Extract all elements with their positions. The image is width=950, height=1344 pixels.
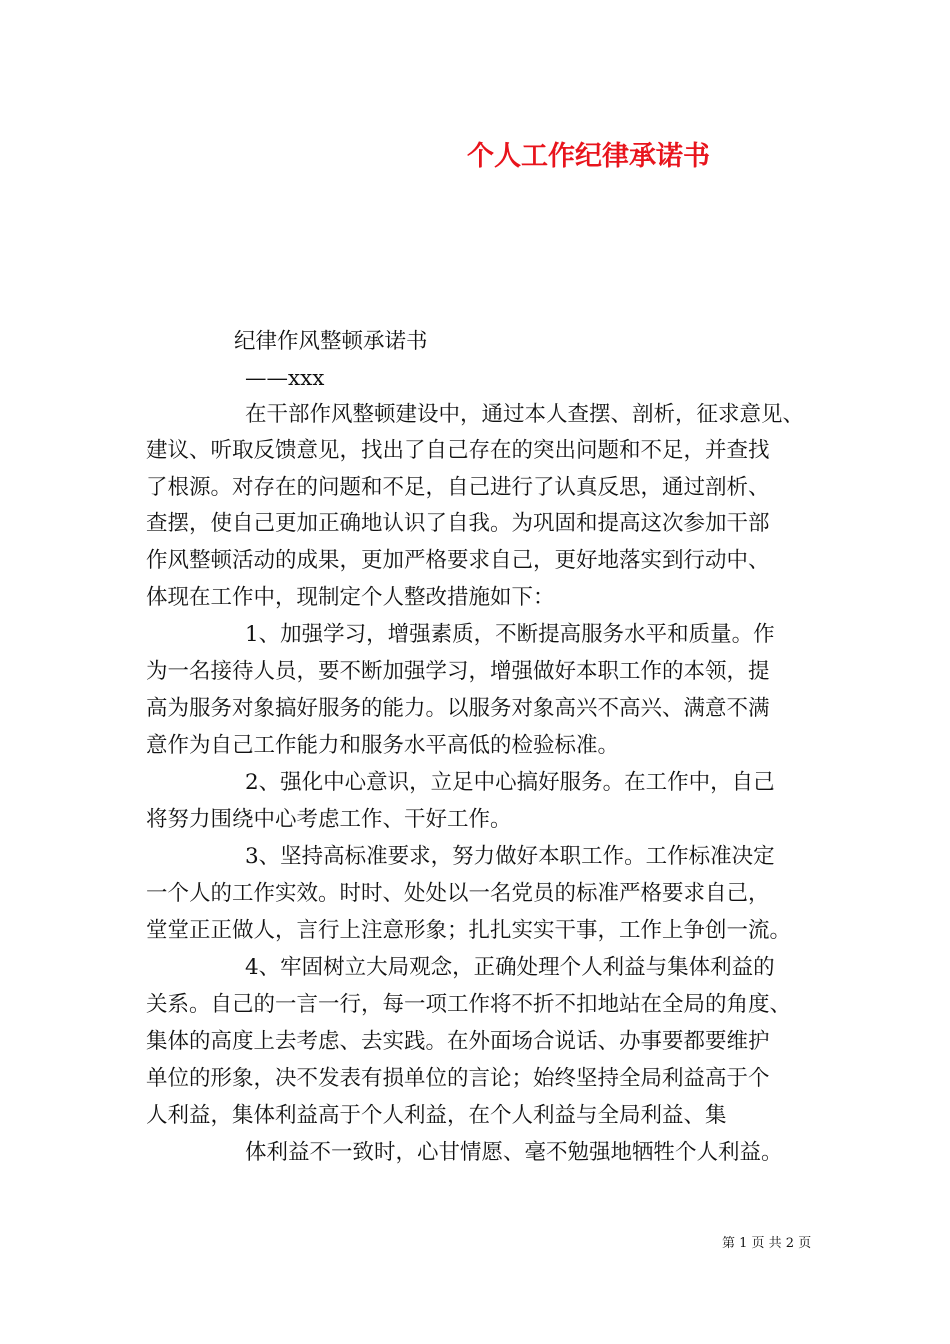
body-line: 人利益，集体利益高于个人利益，在个人利益与全局利益、集	[146, 1103, 727, 1128]
body-line: 集体的高度上去考虑、去实践。在外面场合说话、办事要都要维护	[146, 1029, 770, 1054]
body-line: 将努力围绕中心考虑工作、干好工作。	[146, 807, 512, 832]
body-line: 查摆，使自己更加正确地认识了自我。为巩固和提高这次参加干部	[146, 511, 770, 536]
body-line: 高为服务对象搞好服务的能力。以服务对象高兴不高兴、满意不满	[146, 696, 770, 721]
body-line: 2、强化中心意识，立足中心搞好服务。在工作中，自己	[245, 770, 775, 795]
body-line: 关系。自己的一言一行，每一项工作将不折不扣地站在全局的角度、	[146, 992, 792, 1017]
body-line: 意作为自己工作能力和服务水平高低的检验标准。	[146, 733, 620, 758]
body-line: 建议、听取反馈意见，找出了自己存在的突出问题和不足，并查找	[146, 438, 770, 463]
body-line: 作风整顿活动的成果，更加严格要求自己，更好地落实到行动中、	[146, 548, 770, 573]
document-title: 个人工作纪律承诺书	[467, 141, 710, 172]
body-line: 4、牢固树立大局观念，正确处理个人利益与集体利益的	[245, 955, 775, 980]
document-subtitle: 纪律作风整顿承诺书	[234, 329, 428, 354]
body-line: 体现在工作中，现制定个人整改措施如下：	[146, 585, 555, 610]
body-line: 为一名接待人员，要不断加强学习，增强做好本职工作的本领，提	[146, 659, 770, 684]
document-author: ——xxx	[245, 366, 325, 391]
body-line: 一个人的工作实效。时时、处处以一名党员的标准严格要求自己，	[146, 881, 770, 906]
body-line: 堂堂正正做人，言行上注意形象；扎扎实实干事，工作上争创一流。	[146, 918, 792, 943]
body-line: 单位的形象，决不发表有损单位的言论；始终坚持全局利益高于个	[146, 1066, 770, 1091]
body-line: 体利益不一致时，心甘情愿、毫不勉强地牺牲个人利益。	[245, 1140, 783, 1165]
body-line: 3、坚持高标准要求，努力做好本职工作。工作标准决定	[245, 844, 775, 869]
body-line: 了根源。对存在的问题和不足，自己进行了认真反思，通过剖析、	[146, 475, 770, 500]
page-number-footer: 第 1 页 共 2 页	[722, 1236, 812, 1251]
body-line: 在干部作风整顿建设中，通过本人查摆、剖析，征求意见、	[245, 402, 805, 427]
body-line: 1、加强学习，增强素质，不断提高服务水平和质量。作	[245, 622, 775, 647]
